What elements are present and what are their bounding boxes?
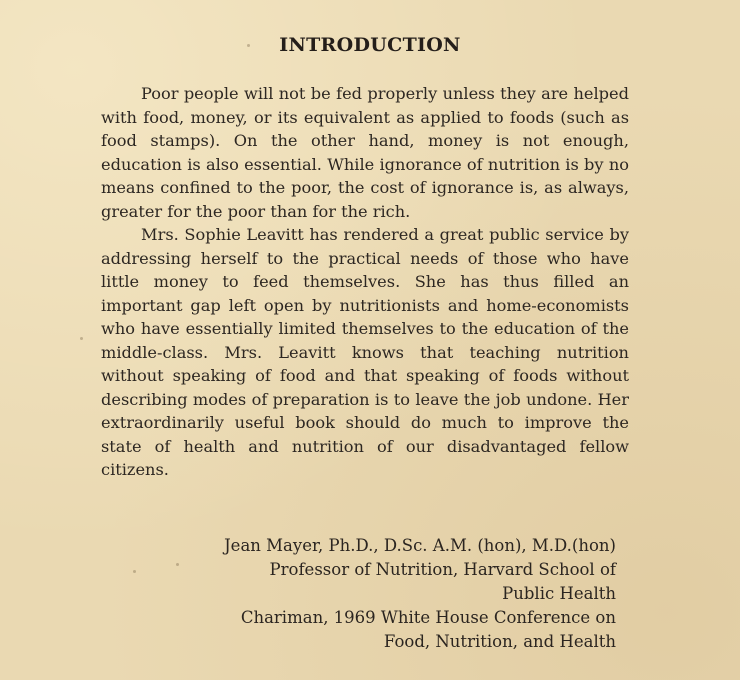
author-name: Jean Mayer, Ph.D., D.Sc. A.M. (hon), M.D.(hon) xyxy=(224,536,616,555)
author-signature-block xyxy=(224,534,616,654)
author-title-line-1: Professor of Nutrition, Harvard School of xyxy=(269,560,616,579)
author-title-line-4: Food, Nutrition, and Health xyxy=(383,632,616,651)
introduction-body xyxy=(101,82,629,482)
author-title-line-3: Chariman, 1969 White House Conference on xyxy=(240,608,616,627)
author-title-line-2: Public Health xyxy=(502,584,616,603)
paper-speck xyxy=(80,337,83,340)
paragraph-1: Poor people will not be fed properly unless they are helped with food, money, or its equivalent as applied to foods (such as food stamps). On the other hand, money is not enough, education is also essential. While ignorance of nutrition is by no means confined to the poor, the cost of ignorance is, as always, greater for the poor than for the rich. xyxy=(101,84,629,221)
page-title: INTRODUCTION xyxy=(279,34,461,56)
paragraph-2: Mrs. Sophie Leavitt has rendered a great public service by addressing herself to the practical needs of those who have little money to feed themselves. She has thus filled an important gap left open by nutritionists and home-economists who have essentially limited themselves to the education of the middle-class. Mrs. Leavitt knows that teaching nutrition without speaking of food and that speaking of foods without describing modes of preparation is to leave the job undone. Her extraordinarily useful book should do much to improve the state of health and nutrition of our disadvantaged fellow citizens. xyxy=(101,225,629,479)
paper-speck xyxy=(176,563,179,566)
paper-speck xyxy=(133,570,136,573)
